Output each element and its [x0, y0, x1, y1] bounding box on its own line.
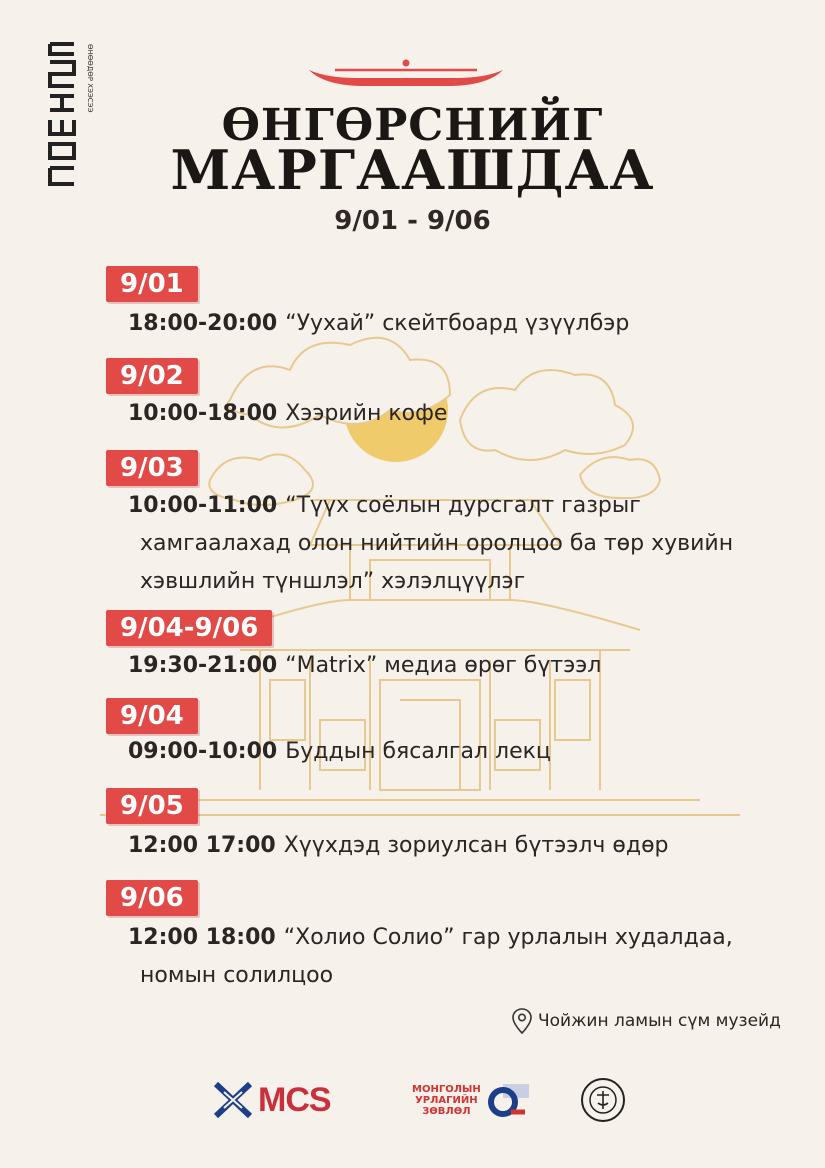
date-tag: 9/05	[106, 788, 198, 824]
event-line	[128, 828, 669, 864]
event-text: “Түүх соёлын дурсгалт газрыг	[285, 493, 641, 518]
mcs-text: MCS	[258, 1080, 331, 1119]
side-logo-text: ӨНӨӨДӨР ХЭЭСЭЭ	[86, 44, 94, 113]
event-line	[128, 920, 733, 956]
arts-council-text: МОНГОЛЫН УРЛАГИЙН ЗӨВЛӨЛ	[412, 1083, 481, 1117]
event-line-continued	[140, 526, 733, 562]
event-text: Буддын бясалгал лекц	[285, 739, 551, 764]
mcs-x-icon	[214, 1082, 252, 1118]
arts-council-icon	[485, 1082, 533, 1118]
event-line	[128, 734, 551, 770]
event-text: “Уухай” скейтбоард үзүүлбэр	[285, 311, 630, 336]
event-time: 12:00 17:00	[128, 833, 276, 858]
date-tag: 9/04	[106, 698, 198, 734]
event-text: хамгаалахад олон нийтийн оролцоо ба төр хувийн	[140, 531, 734, 556]
event-line	[128, 648, 601, 684]
event-time: 10:00-18:00	[128, 401, 278, 426]
boat-ornament	[305, 58, 507, 88]
date-tag: 9/04-9/06	[106, 610, 272, 646]
arts-council-logo	[412, 1082, 533, 1118]
date-tag: 9/06	[106, 880, 198, 916]
mcs-logo	[214, 1080, 331, 1120]
location-text: Чойжин ламын сүм музейд	[538, 1011, 781, 1031]
event-text: номын солилцоо	[140, 963, 334, 988]
event-line	[128, 396, 447, 432]
location	[512, 1008, 781, 1034]
event-time: 18:00-20:00	[128, 311, 278, 336]
event-line	[128, 488, 641, 524]
date-tag: 9/02	[106, 358, 198, 394]
event-text: Хээрийн кофе	[285, 401, 448, 426]
date-tag: 9/01	[106, 266, 198, 302]
date-tag: 9/03	[106, 450, 198, 486]
event-time: 10:00-11:00	[128, 493, 278, 518]
event-line-continued	[140, 564, 525, 600]
event-line-continued	[140, 958, 333, 994]
location-pin-icon	[512, 1008, 532, 1034]
museum-seal	[580, 1077, 626, 1123]
event-text: хэвшлийн түншлэл” хэлэлцүүлэг	[140, 569, 526, 594]
event-line	[128, 306, 629, 342]
event-time: 09:00-10:00	[128, 739, 278, 764]
title-line-2: МАРГААШДАА	[170, 138, 655, 202]
title-line-1: ӨНГӨРСНИЙГ	[221, 100, 604, 151]
event-time: 12:00 18:00	[128, 925, 276, 950]
event-text: “Холио Солио” гар урлалын худалдаа,	[283, 925, 733, 950]
date-range: 9/01 - 9/06	[334, 206, 491, 236]
event-text: “Matrix” медиа өрөг бүтээл	[285, 653, 602, 678]
event-text: Хүүхдэд зориулсан бүтээлч өдөр	[283, 833, 669, 858]
event-time: 19:30-21:00	[128, 653, 278, 678]
